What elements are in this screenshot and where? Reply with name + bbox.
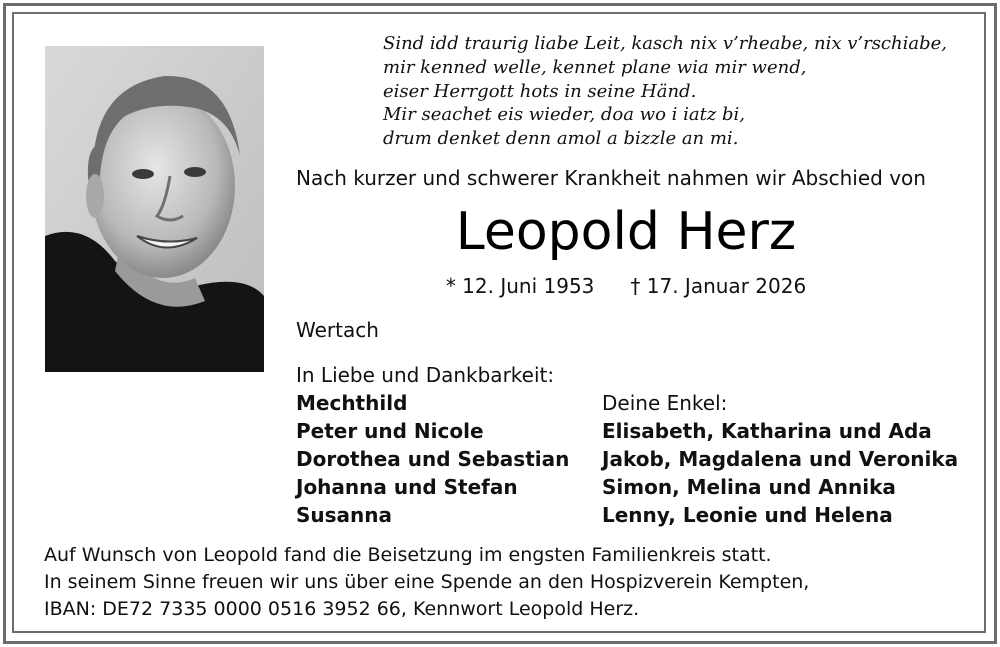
poem-line: eiser Herrgott hots in seine Händ. — [383, 80, 697, 102]
family-heading: In Liebe und Dankbarkeit: — [296, 363, 555, 387]
notice-text — [44, 542, 809, 623]
family-member: Johanna und Stefan — [296, 475, 518, 499]
grandchildren-heading: Deine Enkel: — [602, 391, 728, 415]
portrait-photo — [45, 46, 264, 372]
family-member: Mechthild — [296, 391, 408, 415]
grandchildren-member: Elisabeth, Katharina und Ada — [602, 419, 932, 443]
grandchildren-member: Lenny, Leonie und Helena — [602, 503, 893, 527]
deceased-name: Leopold Herz — [455, 202, 797, 262]
death-date: † 17. Januar 2026 — [630, 274, 807, 298]
grandchildren-member: Jakob, Magdalena und Veronika — [602, 447, 959, 471]
poem-line: Sind idd traurig liabe Leit, kasch nix v’rheabe, nix v’rschiabe, — [383, 33, 947, 54]
family-member: Peter und Nicole — [296, 419, 484, 443]
family-member: Susanna — [296, 503, 393, 527]
poem — [383, 32, 973, 151]
grandchildren-member: Simon, Melina und Annika — [602, 475, 896, 499]
poem-line: mir kenned welle, kennet plane wia mir wend, — [383, 56, 807, 78]
life-dates — [296, 274, 956, 298]
birth-date: * 12. Juni 1953 — [445, 274, 595, 298]
notice-line: Auf Wunsch von Leopold fand die Beisetzung im engsten Familienkreis statt. — [44, 544, 772, 566]
notice-line: IBAN: DE72 7335 0000 0516 3952 66, Kennwort Leopold Herz. — [44, 598, 640, 620]
family-list — [296, 361, 569, 529]
family-member: Dorothea und Sebastian — [296, 447, 570, 471]
place-name: Wertach — [296, 318, 379, 342]
notice-line: In seinem Sinne freuen wir uns über eine Spende an den Hospizverein Kempten, — [44, 571, 810, 593]
grandchildren-list — [602, 389, 958, 529]
intro-text: Nach kurzer und schwerer Krankheit nahmen wir Abschied von — [296, 166, 926, 190]
poem-line: Mir seachet eis wieder, doa wo i iatz bi, — [383, 104, 746, 126]
poem-line: drum denket denn amol a bizzle an mi. — [383, 128, 739, 150]
